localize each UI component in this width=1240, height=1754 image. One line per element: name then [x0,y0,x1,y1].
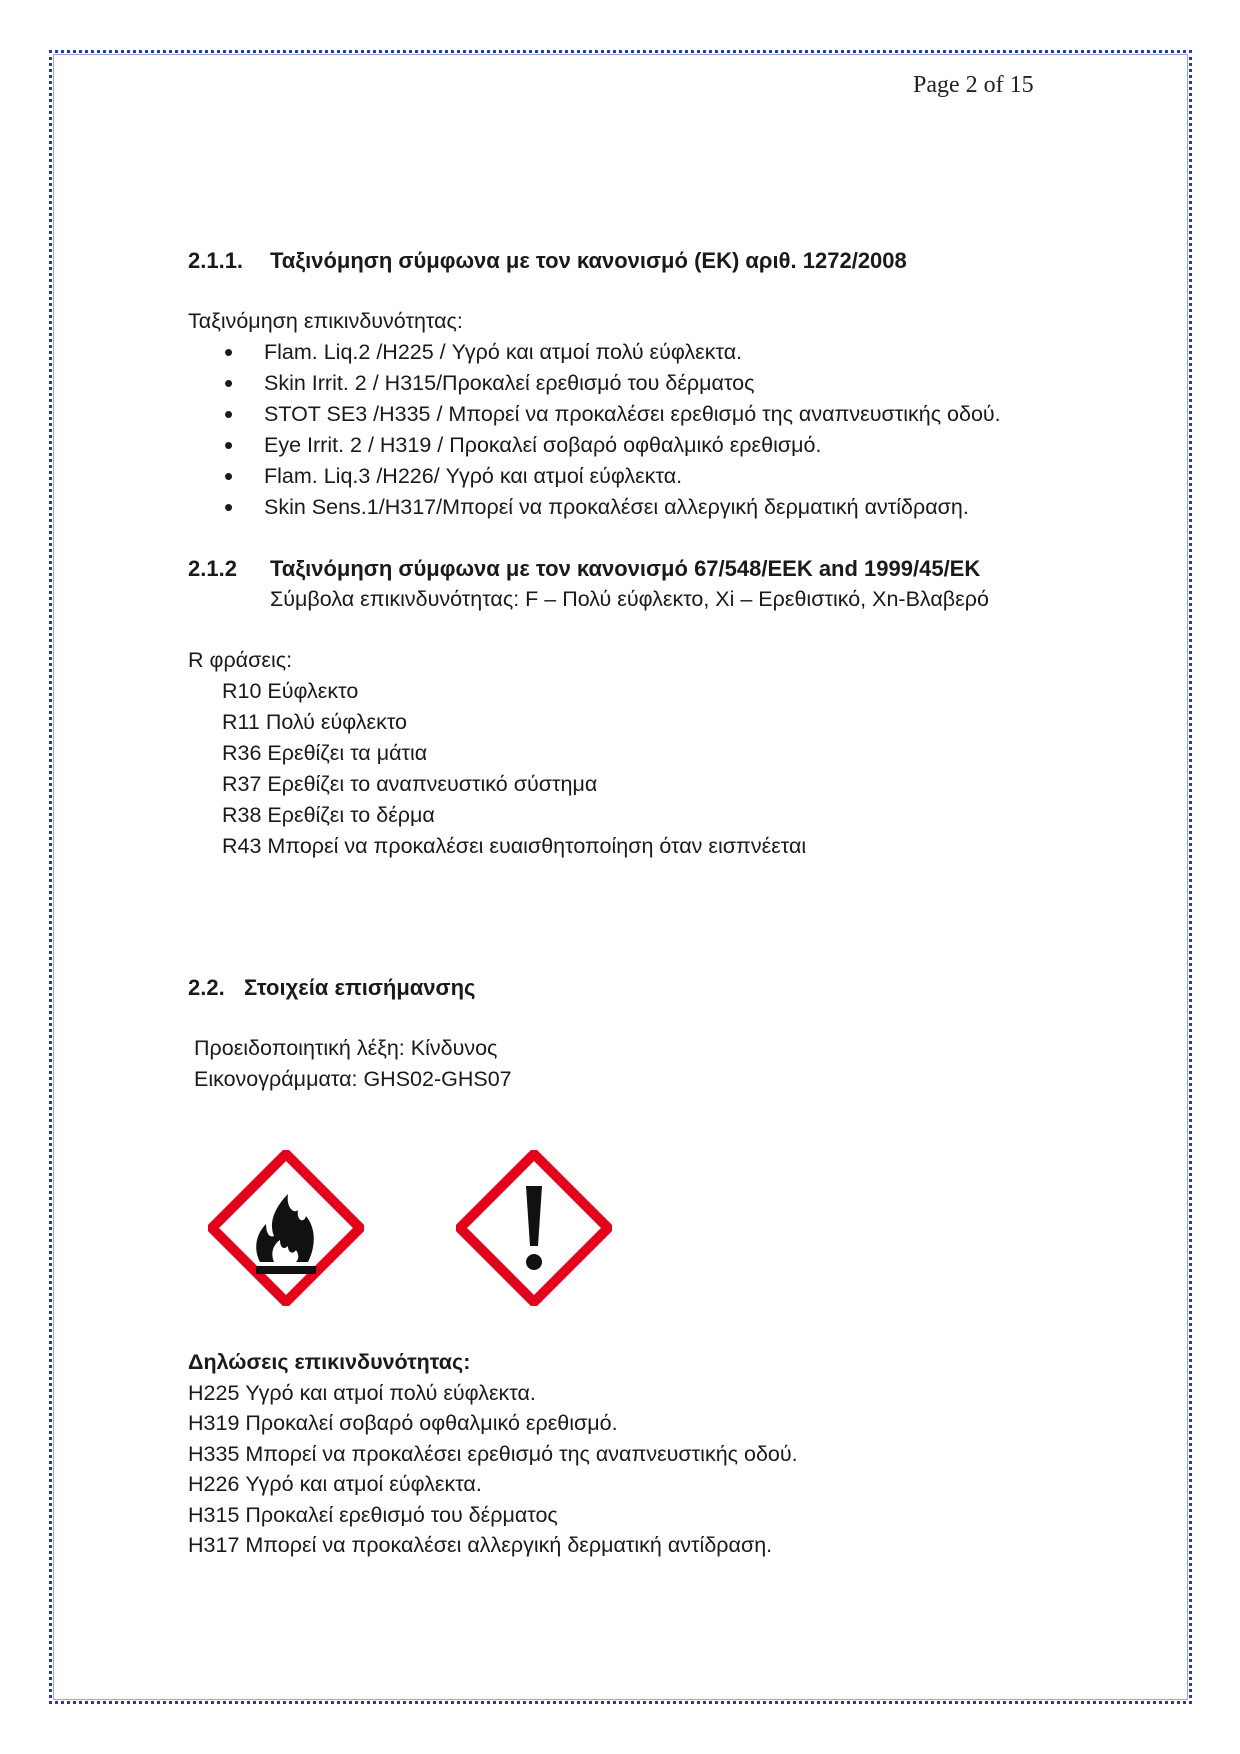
list-item: R10 Εύφλεκτο [222,679,359,703]
list-item: H315 Προκαλεί ερεθισμό του δέρματος [188,1502,558,1527]
pictogram-codes: Εικονογράμματα: GHS02-GHS07 [194,1067,512,1091]
section-title: Ταξινόμηση σύμφωνα με τον κανονισμό 67/548/ΕΕΚ and 1999/45/ΕΚ [270,556,981,581]
r-phrases-list [188,676,1088,862]
r-phrases-label: R φράσεις: [188,648,293,672]
section-title: Ταξινόμηση σύμφωνα με τον κανονισμό (ΕΚ) αριθ. 1272/2008 [270,248,907,273]
list-item: • Skin Sens.1/H317/Μπορεί να προκαλέσει αλλεργική δερματική αντίδραση. [224,492,1088,523]
document-body [188,245,1088,1095]
ghs-pictograms [208,1150,628,1300]
section-number: 2.1.2 [188,556,237,581]
list-item: H225 Υγρό και ατμοί πολύ εύφλεκτα. [188,1380,536,1405]
signal-word: Προειδοποιητική λέξη: Κίνδυνος [194,1036,498,1060]
hazard-symbols: Σύμβολα επικινδυνότητας: F – Πολύ εύφλεκτο, Xi – Ερεθιστικό, Xn-Βλαβερό [270,587,989,611]
section-2-1-2-heading [188,553,1088,584]
list-item: R36 Ερεθίζει τα μάτια [222,741,428,765]
list-item: • Flam. Liq.2 /H225 / Υγρό και ατμοί πολύ εύφλεκτα. [224,337,1088,368]
flame-pictogram-icon [208,1150,364,1306]
classification-intro: Ταξινόμηση επικινδυνότητας: [188,309,463,333]
list-item: • Eye Irrit. 2 / H319 / Προκαλεί σοβαρό οφθαλμικό ερεθισμό. [224,430,1088,461]
exclamation-pictogram-icon [456,1150,612,1306]
list-item: R11 Πολύ εύφλεκτο [222,710,407,734]
hazard-statements-title: Δηλώσεις επικινδυνότητας: [188,1350,471,1374]
section-number: 2.2. [188,975,225,1000]
section-title: Στοιχεία επισήμανσης [244,975,476,1000]
list-item: H317 Μπορεί να προκαλέσει αλλεργική δερματική αντίδραση. [188,1533,773,1557]
list-item: • Skin Irrit. 2 / H315/Προκαλεί ερεθισμό του δέρματος [224,368,1088,399]
list-item: H335 Μπορεί να προκαλέσει ερεθισμό της αναπνευστικής οδού. [188,1441,798,1466]
list-item: R38 Ερεθίζει το δέρμα [222,803,435,827]
list-item: R43 Μπορεί να προκαλέσει ευαισθητοποίηση όταν εισπνέεται [222,834,807,858]
page-number: Page 2 of 15 [913,72,1034,98]
list-item: • Flam. Liq.3 /H226/ Υγρό και ατμοί εύφλεκτα. [224,461,1088,492]
hazard-statements [188,1347,1088,1561]
list-item: H319 Προκαλεί σοβαρό οφθαλμικό ερεθισμό. [188,1411,618,1435]
list-item: H226 Υγρό και ατμοί εύφλεκτα. [188,1472,482,1496]
list-item: R37 Ερεθίζει το αναπνευστικό σύστημα [222,772,598,796]
classification-list [188,337,1088,523]
section-2-2-heading [188,972,1088,1003]
list-item: • STOT SE3 /H335 / Μπορεί να προκαλέσει ερεθισμό της αναπνευστικής οδού. [224,399,1088,430]
section-number: 2.1.1. [188,248,244,273]
section-2-1-1-heading [188,245,1088,276]
